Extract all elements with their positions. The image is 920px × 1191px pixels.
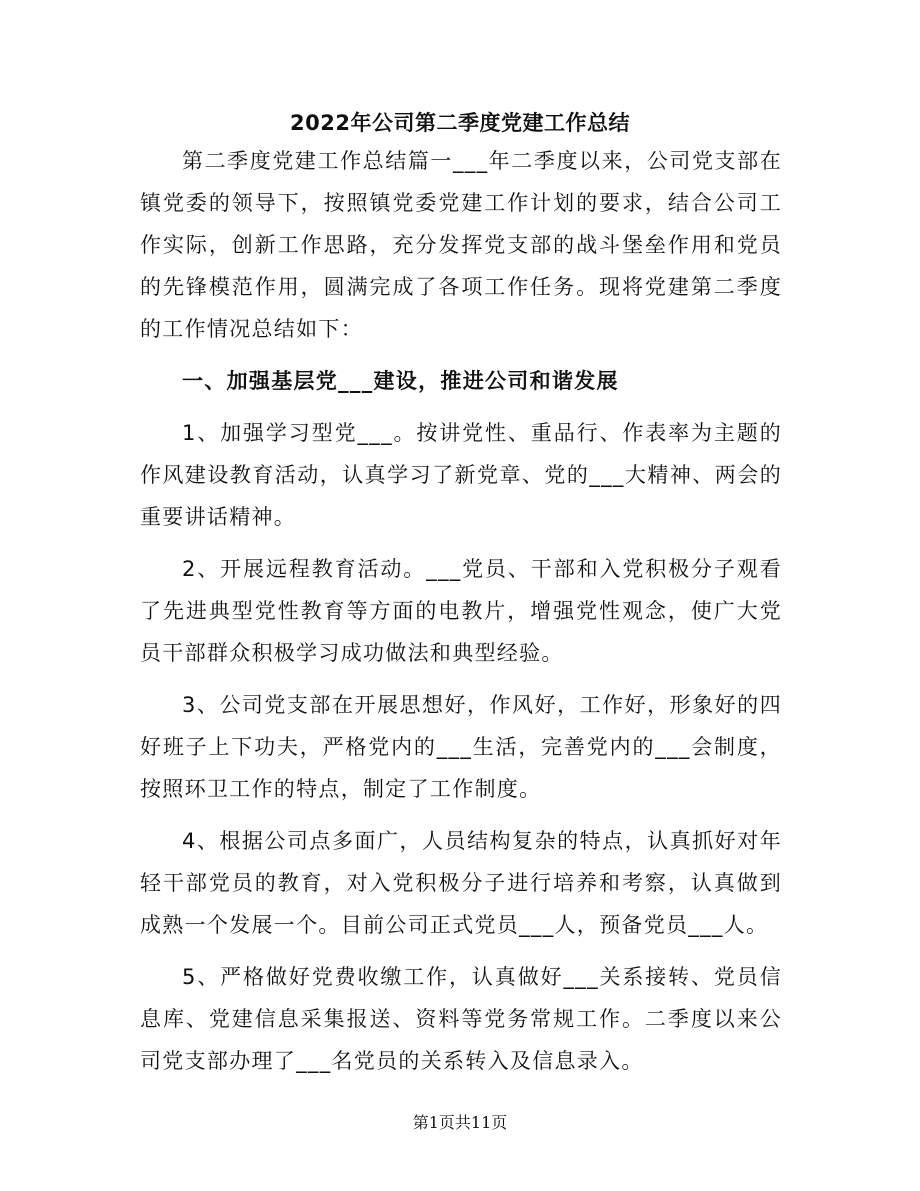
- item-paragraph-2: 2、开展远程教育活动。___党员、干部和入党积极分子观看了先进典型党性教育等方面的电教片，增强党性观念，使广大党员干部群众积极学习成功做法和典型经验。: [140, 557, 782, 665]
- page-number: 第1页共11页: [412, 1113, 508, 1132]
- document-title: 2022年公司第二季度党建工作总结: [290, 111, 630, 135]
- document-body: [140, 140, 782, 1082]
- item-paragraph-4: 4、根据公司点多面广，人员结构复杂的特点，认真抓好对年轻干部党员的教育，对入党积极分子进行培养和考察，认真做到成熟一个发展一个。目前公司正式党员___人，预备党员___人。: [140, 829, 782, 937]
- item-paragraph-1: 1、加强学习型党___。按讲党性、重品行、作表率为主题的作风建设教育活动，认真学习了新党章、党的___大精神、两会的重要讲话精神。: [140, 421, 782, 529]
- section-heading: 一、加强基层党___建设，推进公司和谐发展: [182, 369, 619, 393]
- item-paragraph-5: 5、严格做好党费收缴工作，认真做好___关系接转、党员信息库、党建信息采集报送、资料等党务常规工作。二季度以来公司党支部办理了___名党员的关系转入及信息录入。: [140, 965, 782, 1073]
- intro-paragraph: 第二季度党建工作总结篇一___年二季度以来，公司党支部在镇党委的领导下，按照镇党委党建工作计划的要求，结合公司工作实际，创新工作思路，充分发挥党支部的战斗堡垒作用和党员的先锋模范作用，圆满完成了各项工作任务。现将党建第二季度的工作情况总结如下：: [140, 149, 782, 341]
- item-paragraph-3: 3、公司党支部在开展思想好，作风好，工作好，形象好的四好班子上下功夫，严格党内的___生活，完善党内的___会制度，按照环卫工作的特点，制定了工作制度。: [140, 693, 782, 801]
